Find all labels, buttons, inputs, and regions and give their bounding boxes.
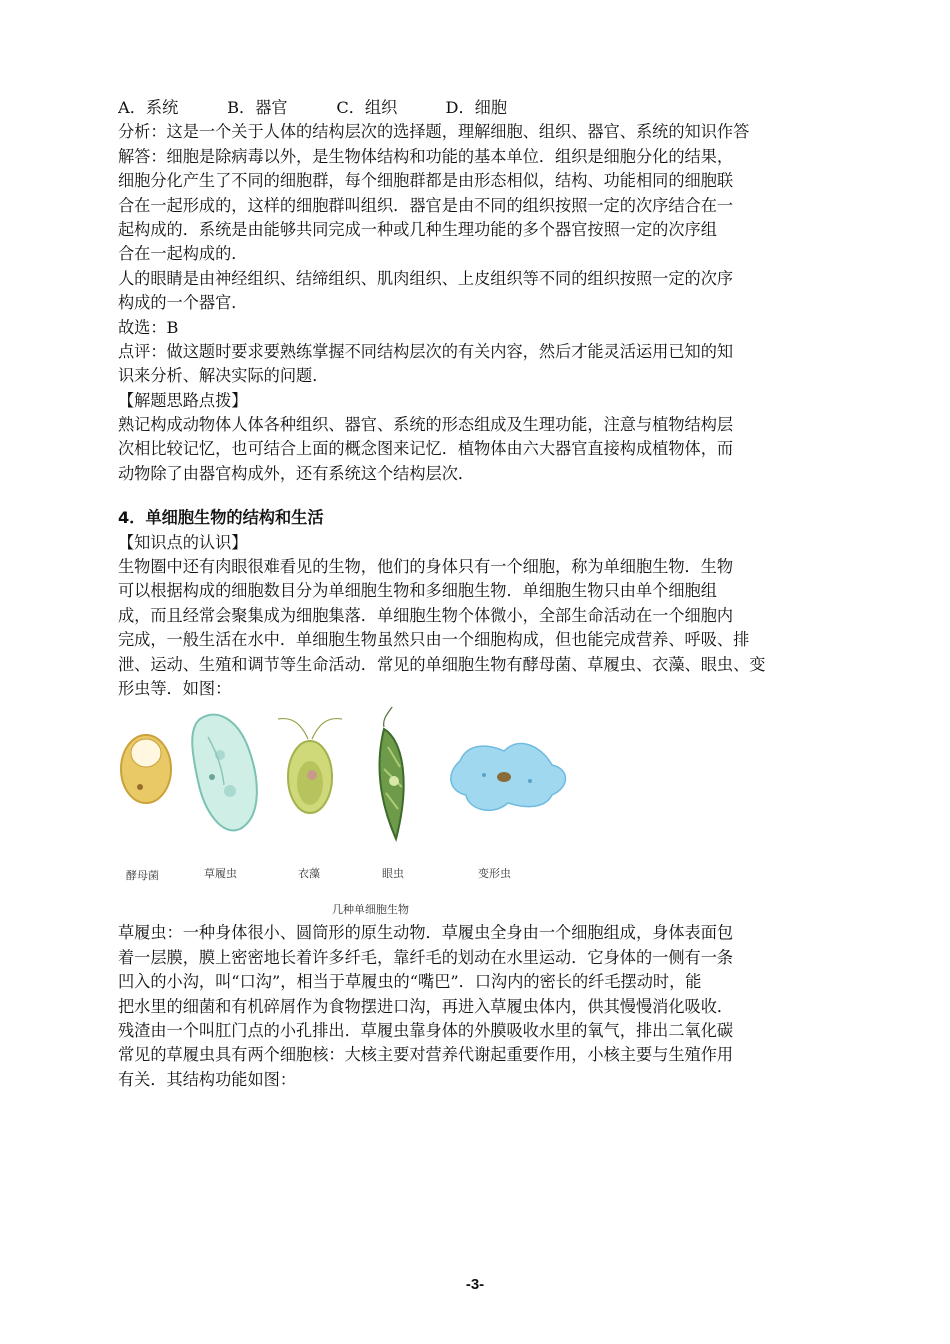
paragraph-line: 成，而且经常会聚集成为细胞集落．单细胞生物个体微小，全部生命活动在一个细胞内 [118,605,734,625]
label-euglena: 眼虫 [382,867,404,881]
paragraph-line: 常见的草履虫具有两个细胞核：大核主要对营养代谢起重要作用，小核主要与生殖作用 [118,1045,734,1065]
organisms-illustration [112,707,672,917]
paragraph-line: 起构成的．系统是由能够共同完成一种或几种生理功能的多个器官按照一定的次序组 [118,219,717,239]
option-d: D．细胞 [445,98,508,117]
option-c: C．组织 [336,98,398,117]
yeast-image [121,735,171,803]
paramecium-block [118,921,834,1092]
paragraph-line: 熟记构成动物体人体各种组织、器官、系统的形态组成及生理功能，注意与植物结构层 [118,415,734,435]
section-title: 4．单细胞生物的结构和生活 [118,508,324,528]
label-chlamydomonas: 衣藻 [298,867,320,881]
paragraph-line: 合在一起构成的． [118,244,248,264]
amoeba-image [451,744,566,811]
paragraph-line: 生物圈中还有肉眼很难看见的生物，他们的身体只有一个细胞，称为单细胞生物．生物 [118,557,734,577]
paragraph-line: 把水里的细菌和有机碎屑作为食物摆进口沟，再进入草履虫体内，供其慢慢消化吸收． [118,996,734,1016]
euglena-image [380,707,404,839]
analysis-block [118,120,834,486]
paragraph-line: 完成，一般生活在水中．单细胞生物虽然只由一个细胞构成，但也能完成营养、呼吸、排 [118,630,750,650]
paragraph-line: 次相比较记忆，也可结合上面的概念图来记忆．植物体由六大器官直接构成植物体，而 [118,439,734,459]
paragraph-line: 残渣由一个叫肛门点的小孔排出．草履虫靠身体的外膜吸收水里的氧气，排出二氧化碳 [118,1020,734,1040]
paragraph-line: 分析：这是一个关于人体的结构层次的选择题，理解细胞、组织、器官、系统的知识作答 [118,122,750,142]
paragraph-line: 动物除了由器官构成外，还有系统这个结构层次． [118,463,475,483]
paragraph-line: 解答：细胞是除病毒以外，是生物体结构和功能的基本单位．组织是细胞分化的结果， [118,146,734,166]
paragraph-line: 点评：做这题时要求要熟练掌握不同结构层次的有关内容，然后才能灵活运用已知的知 [118,341,734,361]
paragraph-line: 泄、运动、生殖和调节等生命活动．常见的单细胞生物有酵母菌、草履虫、衣藻、眼虫、变 [118,654,766,674]
page-number: -3- [465,1276,485,1293]
paragraph-line: 构成的一个器官． [118,293,248,313]
paragraph-line: 凹入的小沟，叫“口沟”，相当于草履虫的“嘴巴”．口沟内的密长的纤毛摆动时，能 [118,972,702,992]
paragraph-line: 细胞分化产生了不同的细胞群，每个细胞群都是由形态相似，结构、功能相同的细胞联 [118,171,734,191]
organisms-figure [112,707,672,917]
option-a: A．系统 [118,98,179,117]
paramecium-image [192,715,257,831]
label-paramecium: 草履虫 [204,867,237,881]
paragraph-line: 人的眼睛是由神经组织、结缔组织、肌肉组织、上皮组织等不同的组织按照一定的次序 [118,268,734,288]
paragraph-line: 形虫等．如图： [118,678,232,698]
section-subheading: 【知识点的认识】 [118,532,248,552]
paragraph-line: 识来分析、解决实际的问题． [118,366,329,386]
tips-heading: 【解题思路点拨】 [118,390,248,410]
label-amoeba: 变形虫 [478,867,511,881]
label-yeast: 酵母菌 [126,869,159,883]
figure-caption: 几种单细胞生物 [332,903,409,917]
paragraph-line: 可以根据构成的细胞数目分为单细胞生物和多细胞生物．单细胞生物只由单个细胞组 [118,581,717,601]
paragraph-line: 着一层膜，膜上密密地长着许多纤毛，靠纤毛的划动在水里运动．它身体的一侧有一条 [118,947,734,967]
section-body [118,555,834,701]
option-b: B．器官 [227,98,288,117]
paragraph-line: 有关．其结构功能如图： [118,1069,297,1089]
paragraph-line: 草履虫：一种身体很小、圆筒形的原生动物．草履虫全身由一个细胞组成，身体表面包 [118,923,734,943]
answer-line: 故选：B [118,317,179,337]
chlamydomonas-image [278,719,342,813]
answer-options [118,96,834,120]
paragraph-line: 合在一起形成的，这样的细胞群叫组织．器官是由不同的组织按照一定的次序结合在一 [118,195,734,215]
document-page [118,96,834,1092]
